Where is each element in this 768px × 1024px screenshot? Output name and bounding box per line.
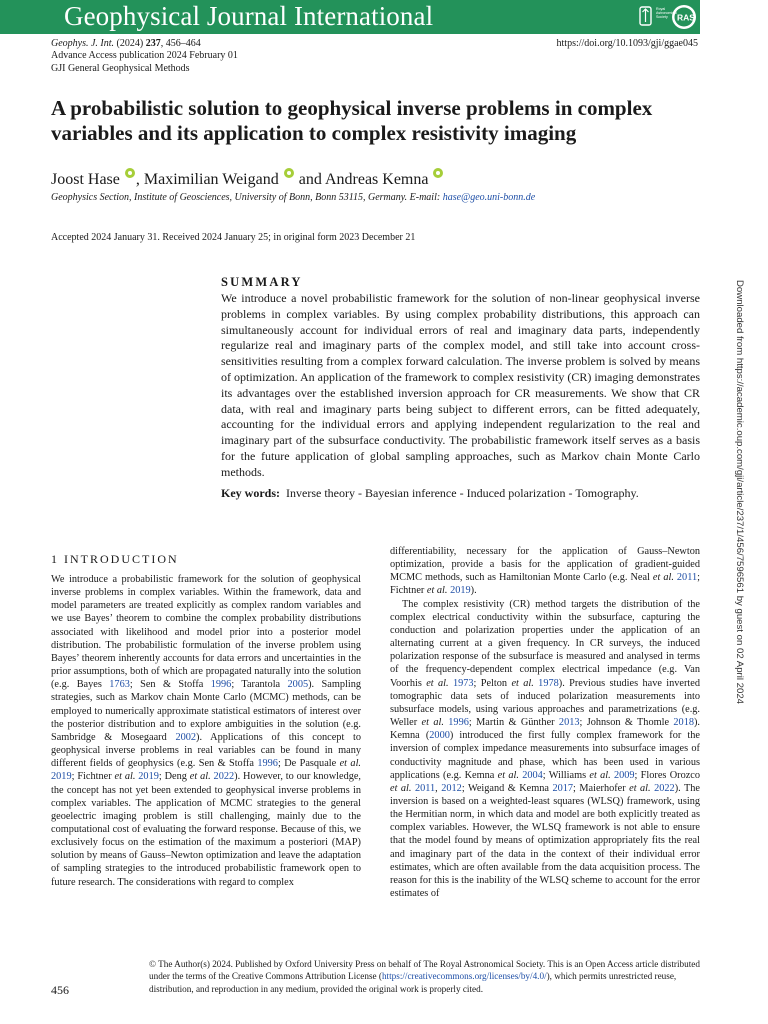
intro-paragraph <box>390 545 700 598</box>
section-heading: 1 INTRODUCTION <box>51 552 179 566</box>
advance-access: Advance Access publication 2024 February 01 <box>51 50 238 62</box>
body-text: The complex resistivity (CR) method targets the distribution of the complex electrical conductivity within the subsurface, capturing the conduction and polarization properties under the application of an alternating current at a given frequency. In CR surveys, the induced polarization response of the subsurface is measured and analysed in terms of the frequency-dependent complex electrical impedance (e.g. Van Voorhis <box>390 598 700 689</box>
author-name: Joost Hase <box>51 171 120 188</box>
body-text: ). However, to our knowledge, the concept has not yet been extended to geophysical inverse problems in complex variables. The application of MCMC strategies to the general geoelectric imaging problem is still challenging, mainly due to the computational cost of evaluating the forward response. Because of this, we exclusively focus on the estimation of the maximum a posteriori (MAP) solution by means of Gauss–Newton optimization and leave the adaptation of sampling strategies to the introduced probabilistic framework open to future research. The considerations with regard to complex <box>51 771 362 888</box>
body-text: ). The inversion is based on a weighted-least squares (WLSQ) framework, using the Hermitian norm, in which data and model are both explicitly treated as complex variables. However, the WLSQ framework is not able to ensure that the model found by means of optimization appropriately fits the real and imaginary part of the data in the context of their individual error estimates, which are often available from the data acquisition process. The reason for this is the inability of the WLSQ scheme to account for the error estimates of <box>390 782 700 900</box>
body-text: ; Deng <box>158 771 190 783</box>
italic-text: et al. <box>511 677 534 689</box>
body-text: ). Kemna ( <box>390 717 701 742</box>
body-text: ; Williams <box>542 769 590 781</box>
intro-column-right <box>390 545 700 900</box>
italic-text: et al. <box>390 782 412 794</box>
article-section: GJI General Geophysical Methods <box>51 62 190 74</box>
journal-title: Geophysical Journal International <box>64 1 434 31</box>
author-name: Maximilian Weigand <box>143 171 279 188</box>
citation-link[interactable]: 2004 <box>522 769 543 781</box>
italic-text: et al. <box>629 782 651 794</box>
affiliation-text: Geophysics Section, Institute of Geosciences, University of Bonn, Bonn 53115, Germany. E-mail: <box>51 192 443 203</box>
ras-logo-text: Royal Astronomical Society <box>656 7 677 20</box>
article-title: A probabilistic solution to geophysical inverse problems in complex variables and its application to complex resistivity imaging <box>51 96 653 145</box>
body-text: ; Pelton <box>473 677 512 689</box>
license-text: © The Author(s) 2024. Published by Oxford University Press on behalf of The Royal Astronomical Society. This is an Open Access article distributed under the terms of the Creative Commons Attribution License ( <box>149 959 700 982</box>
body-text: ; Maierhofer <box>573 782 630 794</box>
author-list <box>51 168 444 190</box>
body-text: ; Martin & Günther <box>468 717 559 729</box>
citation-link[interactable]: 1996 <box>448 717 469 729</box>
citation-line <box>51 38 238 50</box>
citation-link[interactable]: 1996 <box>257 758 278 770</box>
orcid-icon[interactable] <box>125 168 135 178</box>
author-name: Andreas Kemna <box>324 171 429 188</box>
body-text: ; Sen & Stoffa <box>129 679 211 691</box>
orcid-icon[interactable] <box>284 168 294 178</box>
download-note-text: Downloaded from https://academic.oup.com/gji/article/237/1/456/7596561 by guest on 02 April 2024 <box>734 280 745 704</box>
summary-heading: SUMMARY <box>221 275 303 289</box>
body-text: differentiability, necessary for the application of Gauss–Newton optimization, provide a basis for the application of gradient-guided MCMC methods, such as Hamiltonian Monte Carlo (e.g. Neal <box>390 546 700 584</box>
italic-text: et al. <box>589 769 611 781</box>
citation-link[interactable]: 2000 <box>429 730 450 742</box>
body-text: ). <box>470 585 477 597</box>
body-text: ; De Pasquale <box>277 758 340 770</box>
citation-link[interactable]: 2011 <box>676 572 698 584</box>
doi-link[interactable]: https://doi.org/10.1093/gji/ggae045 <box>556 38 698 49</box>
email-link[interactable]: hase@geo.uni-bonn.de <box>442 192 536 203</box>
italic-text: et al. <box>339 758 362 770</box>
body-text: ). Sampling strategies, such as Markov chain Monte Carlo (MCMC) methods, can be employed to numerically approximate statistical estimators of interest over the posterior distribution and to explore ambiguities in the solution (e.g. Sambridge & Mosegaard <box>51 679 361 743</box>
journal-abbr: Geophys. J. Int. <box>51 38 115 49</box>
ras-logo <box>638 3 698 31</box>
received-dates: Accepted 2024 January 31. Received 2024 January 25; in original form 2023 December 21 <box>51 232 416 243</box>
citation-year: (2024) <box>114 38 146 49</box>
italic-text: et al. <box>426 677 449 689</box>
page-number: 456 <box>51 983 69 997</box>
body-text: ). Applications of this concept to geophysical inverse problems in real variables can be found in many different fields of geophysics (e.g. Sen & Stoffa <box>51 731 361 770</box>
citation-link[interactable]: 2002 <box>175 731 197 743</box>
citation-link[interactable]: 2022 <box>213 771 235 783</box>
ras-monogram <box>674 5 698 29</box>
license-text-end: ), which permits unrestricted reuse, distribution, and reproduction in any medium, provided the original work is properly cited. <box>149 971 677 994</box>
citation-pages: , 456–464 <box>160 38 201 49</box>
intro-column-left <box>51 573 361 889</box>
citation-link[interactable]: 1978 <box>538 677 559 689</box>
ras-monogram-text: RAS <box>677 12 695 23</box>
italic-text: et al. <box>497 769 519 781</box>
italic-text: et al. <box>114 771 136 783</box>
body-text: ). Previous studies have inverted tomographic data sets of induced polarization measurements into subsurface models, using various approaches and parametrizations (e.g. Weller <box>390 677 701 729</box>
body-text: ; Fichtner <box>390 572 700 597</box>
body-text: ; Flores Orozco <box>634 769 701 781</box>
citation-link[interactable]: 2012 <box>441 782 462 794</box>
body-text: ) introduced the first fully complex framework for the inversion of complex impedance measurements into subsurface images of conductivity magnitude and phase, which has been used in various applications (e.g. Kemna <box>390 730 700 781</box>
citation-link[interactable]: 1973 <box>452 677 474 689</box>
citation-link[interactable]: 2009 <box>613 769 635 781</box>
license-footer <box>149 958 709 995</box>
doi-block <box>557 38 698 50</box>
author-separator: , <box>135 171 144 188</box>
citation-link[interactable]: 2013 <box>558 717 580 729</box>
body-text: ; Johnson & Thomle <box>579 717 674 729</box>
body-text: , <box>435 782 442 794</box>
keywords-label: Key words: <box>221 486 280 500</box>
body-text: We introduce a probabilistic framework for the solution of geophysical inverse problems in complex variables. Within the framework, data and model parameters are treated explicitly as complex random variables and we use Bayes’ theorem to combine the complex probability distributions associated with likelihood and model prior into a posterior model distribution. The probabilistic formulation of the inverse problem using Bayes’ theorem inherently accounts for data errors and uncertainties in the prior assumptions, both of which are propagated naturally into the solution (e.g. Bayes <box>51 574 361 691</box>
citation-link[interactable]: 2019 <box>450 585 471 597</box>
summary-text: We introduce a novel probabilistic framework for the solution of non-linear geophysical inverse problems in complex variables. By using complex probability distributions, this approach can simultaneously account for individual errors of real and imaginary data parts, independently regularize real and imaginary parts of the complex model, and still take into account cross-sensitivities resulting from a complex forward calculation. The inverse problem is solved by means of optimization. An application of the framework to complex resistivity (CR) imaging demonstrates its advantages over the established inversion approach for CR measurements. We show that CR data, with real and imaginary parts being subject to different errors, can be fitted adequately, accounting for the individual errors and applying independent regularization to the real and imaginary part of the subsurface conductivity. The probabilistic framework itself serves as a basis for the future application of global sampling approaches, such as Markov chain Monte Carlo methods. <box>221 291 700 479</box>
license-link[interactable]: https://creativecommons.org/licenses/by/4.0/ <box>381 971 547 982</box>
citation-link[interactable]: 2011 <box>414 782 436 794</box>
citation-link[interactable]: 2019 <box>138 771 159 783</box>
body-text: ; Fichtner <box>71 771 115 783</box>
keywords <box>221 486 700 501</box>
citation-link[interactable]: 1763 <box>109 679 130 691</box>
body-text: ; Weigand & Kemna <box>461 782 553 794</box>
citation-volume: 237 <box>145 38 161 49</box>
intro-paragraph <box>390 598 700 901</box>
italic-text: et al. <box>421 717 444 729</box>
italic-text: et al. <box>652 572 674 584</box>
keywords-list: Inverse theory - Bayesian inference - Induced polarization - Tomography. <box>286 486 639 500</box>
orcid-icon[interactable] <box>433 168 443 178</box>
publication-meta <box>51 38 238 75</box>
citation-link[interactable]: 2018 <box>673 717 694 729</box>
citation-link[interactable]: 2005 <box>287 679 309 691</box>
body-text: ; Tarantola <box>231 679 288 691</box>
citation-link[interactable]: 2019 <box>51 771 72 783</box>
journal-banner <box>0 0 700 34</box>
citation-link[interactable]: 2017 <box>552 782 574 794</box>
italic-text: et al. <box>426 585 448 597</box>
citation-link[interactable]: 2022 <box>654 782 675 794</box>
download-note <box>734 280 752 770</box>
affiliation <box>51 192 535 204</box>
author-separator: and <box>294 171 325 188</box>
intro-paragraph <box>51 573 361 889</box>
italic-text: et al. <box>189 771 211 783</box>
citation-link[interactable]: 1996 <box>210 679 232 691</box>
